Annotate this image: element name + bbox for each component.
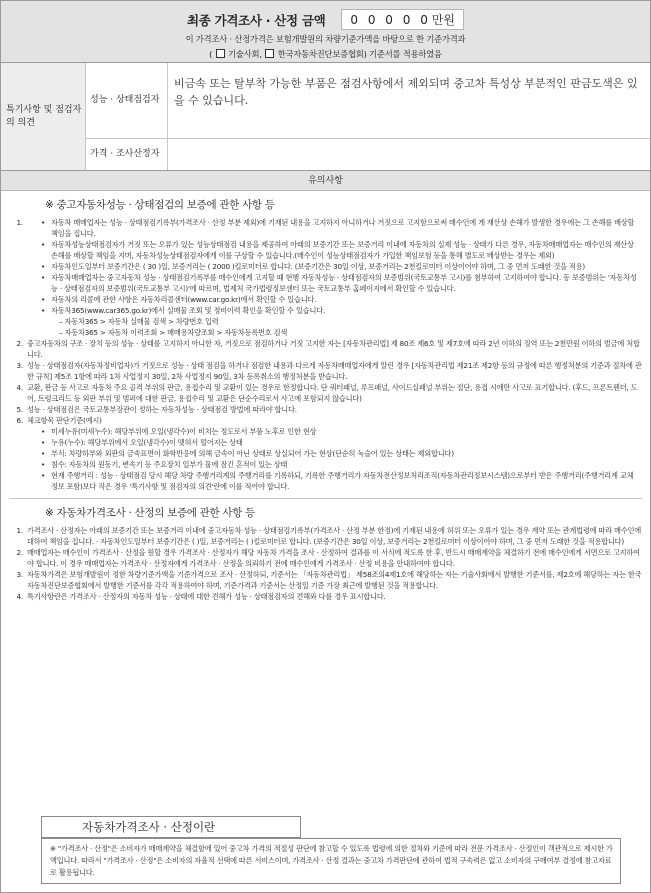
list-item: • 자동차365(www.car365.go.kr)에서 실매물 조회 및 정비이력 확인을 확인할 수 있습니다.	[41, 306, 326, 315]
appraiser-label: 가격 · 조사산정자	[86, 139, 168, 170]
header-note-line1: 이 가격조사 · 산정가격은 보험개발원의 차량기준가액을 바탕으로 한 기준가격과	[185, 34, 466, 44]
list-subline: – 자동차365 > 자동차 실매물 검색 > 차량번호 입력	[59, 317, 219, 326]
list-item: • 자동차성능상태점검자가 거짓 또는 오류가 있는 성능상태점검 내용을 제공하여 아래의 보증기간 또는 보증거리 이내에 자동차의 실제 성능 · 상태가 다른 경우, 자동차매매업자는 매수인의 재산상 손해를 배상할 책임을 지며, 자동차성능상태점검자에게 이를 구상할 수 있습니다.(매수인이 성능상태점검자가 가입한 책임보험 등을 통해 별도로 배상받는 경우는 제외)	[41, 240, 634, 260]
notes-header: 유의사항	[1, 171, 650, 191]
remarks-row-appraiser	[86, 139, 650, 170]
list-item: 1. • 자동차 매매업자는 성능 · 상태점검기록부(가격조사 · 산정 부분 제외)에 기재된 내용을 고지하지 아니하거나 거짓으로 고지함으로써 매수인에 게 재산상 손해가 발생한 경우에는 그 손해를 배상할 책임을 집니다.	[16, 218, 635, 238]
final-amount-field[interactable]	[341, 9, 464, 30]
list-item: 3. 자동차가격은 보험개발원이 정한 차량기준가액을 기준가격으로 조사 · 산정하되, 기준서는 「자동차관리법」 제58조의4제1호에 해당하는 자는 기술사회에서 발행한 기준서를, 제2호에 해당하는 자는 한국자동차진단보증협회에서 발행한 기준서를 각각 적용하여야 하며, 기준가격과 기준서는 산정일 기준 가장 최근에 발행된 것을 적용합니다.	[16, 570, 642, 590]
page-title: 최종 가격조사 · 산정 금액	[186, 12, 326, 28]
option-engineers-association: 기술사회,	[228, 49, 262, 59]
list-item: • 부식: 차량하부와 외판의 금속표면이 화학반응에 의해 금속이 아닌 상태로 상실되어 가는 현상(단순히 녹슬어 있는 상태는 제외합니다)	[41, 449, 454, 458]
section-title: ※ 자동차가격조사 · 산정의 보증에 관한 사항 등	[45, 507, 255, 519]
list-item: • 누유(누수): 해당부위에서 오일(냉각수)이 맺혀서 떨어지는 상태	[41, 438, 243, 447]
section-price-warranty	[1, 499, 650, 602]
list-item: • 현재 주행거리 : 성능 · 상태점검 당시 해당 차량 주행거리계의 주행거리를 기록하되, 기록한 주행거리가 자동차전산정보처리조직(자동차관리정보시스템)으로부터 받은 주행거리(주행거리계 교체 정보 포함)보다 작은 경우 '특기사항 및 점검자의 의견'란에 이를 적어야 합니다.	[41, 471, 634, 491]
remarks-table	[1, 63, 650, 171]
list-item: 2. 매매업자는 매수인이 가격조사 · 산정을 원할 경우 가격조사 · 산정자가 해당 자동차 가격을 조사 · 산정하여 결과를 이 서식에 적도록 한 후, 반드시 매매계약을 체결하기 전에 매수인에게 서면으로 고지하여야 합니다. 이 경우 매매업자는 가격조사 · 산정자에게 가격조사 · 산정을 의뢰하기 전에 매수인에게 가격조사 · 산정 비용을 안내하여야 합니다.	[16, 548, 640, 568]
list-item: 2. 중고자동차의 구조 · 장치 등의 성능 · 상태를 고지하지 아니한 자, 거짓으로 점검하거나 거짓 고지한 자는 [자동차관리법] 제 80조 제6호 및 제7호에 따라 2년 이하의 징역 또는 2천만원 이하의 벌금에 처합니다.	[16, 339, 640, 359]
definition-text: ※ "가격조사 · 산정"은 소비자가 매매계약을 체결함에 있어 중고차 가격의 적절성 판단에 참고할 수 있도록 법령에 의한 절차와 기준에 따라 전문 가격조사 · 산정인이 객관적으로 제시한 가액입니다. 따라서 "가격조사 · 산정"은 소비자의 자율적 선택에 따른 서비스이며, 가격조사 · 산정 결과는 중고차 가격판단에 관하여 법적 구속력은 없고 소비자의 구매여부 결정에 참고자료로 활용됩니다.	[41, 838, 621, 884]
section-title: ※ 중고자동차성능 · 상태점검의 보증에 관한 사항 등	[45, 199, 275, 211]
definition-title: 자동차가격조사 · 산정이란	[41, 816, 301, 838]
list-item: • 자동차매매업자는 중고자동차 성능 · 상태점검기록부를 매수인에게 고지할 때 현행 자동차성능 · 상태점검자의 보증범위(국토교통부 고시)를 첨부하여 고지하여야 합니다. 동 보증범위는 '자동차성능 · 상태점검자의 보증범위(국토교통부 고시)'에 따르며, 법제처 국가법령정보센터 또는 국토교통부 홈페이지에서 확인할 수 있습니다.	[41, 273, 637, 293]
list-item: • 자동차의 리콜에 관한 사항은 자동차리콜센터(www.car.go.kr)에서 확인할 수 있습니다.	[41, 295, 317, 304]
notes-list	[9, 217, 642, 492]
list-item: • 침수: 자동차의 원동기, 변속기 등 주요장치 일부가 물에 잠긴 흔적이 있는 상태	[41, 460, 288, 469]
list-item: 1. 가격조사 · 산정자는 아래의 보증기간 또는 보증거리 이내에 중고자동차 성능 · 상태점검기록부(가격조사 · 산정 부분 한정)에 기재된 내용에 허위 또는 오류가 있는 경우 계약 또는 관계법령에 따라 매수인에 대하여 책임을 집니다. · 자동차인도일부터 보증기간은 ( )일, 보증거리는 ( )킬로미터로 합니다. (보증기간은 30일 이상, 보증거리는 2천킬로미터 이상이어야 하며, 그 중 먼저 도래한 것을 적용합니다)	[16, 526, 641, 546]
list-item: • 미세누유(미세누수): 해당부위에 오일(냉각수)이 비치는 정도로서 부품 노후로 인한 현상	[41, 427, 317, 436]
list-item: 3. 성능 · 상태점검자(자동차정비업자)가 거짓으로 성능 · 상태 점검을 하거나 점검한 내용과 다르게 자동차매매업자에게 알린 경우 [자동차관리법 제21조 제2항 등의 규정에 따른 행정처분의 기준과 절차에 관한 규칙] 제5조 1항에 따라 1차 사업정지 30일, 2차 사업정지 90일, 3차 등록취소의 행정처분을 받습니다.	[16, 361, 642, 381]
appraiser-opinion-field[interactable]	[168, 139, 650, 170]
checkbox-diagnosis-association[interactable]	[265, 49, 274, 58]
remarks-label: 특기사항 및 점검자의 의견	[1, 63, 86, 170]
amount-digits: 0 0 0 0 0	[350, 13, 431, 27]
amount-unit: 만원	[431, 13, 456, 27]
inspector-opinion-field[interactable]: 비금속 또는 탈부착 가능한 부품은 점검사항에서 제외되며 중고차 특성상 부분적인 판금도색은 있을 수 있습니다.	[174, 77, 638, 107]
list-item: • 자동차인도일부터 보증기간은 ( 30 )일, 보증거리는 ( 2000 )킬로미터로 합니다. (보증기간은 30일 이상, 보증거리는 2천킬로미터 이상이어야 하며, 그 중 먼저 도래한 것을 적용)	[41, 262, 586, 271]
inspector-label: 성능 · 상태점검자	[86, 63, 168, 138]
list-item: 4. 교환, 판금 등 사고로 자동차 주요 골격 부위의 판금, 용접수리 및 교환이 있는 경우로 한정합니다. 단 쿼터패널, 루프패널, 사이드실패널 부위는 절단, 용접 시에만 사고로 표기합니다. (후드, 프론트펜더, 도어, 트렁크리드 등 외판 부위 및 범퍼에 대한 판금, 용접수리 및 교환은 단순수리로서 사고에 포함되지 않습니다)	[16, 383, 638, 403]
option-diagnosis-association: 한국자동차진단보증협회	[277, 49, 364, 59]
checkbox-engineers-association[interactable]	[216, 49, 225, 58]
price-header	[1, 1, 650, 63]
list-subline: – 자동차365 > 자동차 이력조회 > 매매용차량조회 > 자동차등록번호 검색	[59, 328, 288, 337]
remarks-row-inspector	[86, 63, 650, 139]
list-item: 4. 특기사항란은 가격조사 · 산정자의 자동차 성능 · 상태에 대한 견해가 성능 · 상태점검자의 견해와 다를 경우 표시합니다.	[16, 592, 386, 601]
section-inspection-warranty	[1, 191, 650, 499]
header-note-line2: ( 기술사회, 한국자동차진단보증협회) 기준서를 적용하였음	[209, 49, 442, 59]
list-item: 5. 성능 · 상태점검은 국토교통부장관이 정하는 자동차성능 · 상태점검 방법에 따라야 합니다.	[16, 405, 297, 414]
notes-list	[9, 525, 642, 602]
remarks-body	[86, 63, 650, 170]
list-item: 6. 체크항목 판단기준(예시)	[16, 416, 102, 425]
